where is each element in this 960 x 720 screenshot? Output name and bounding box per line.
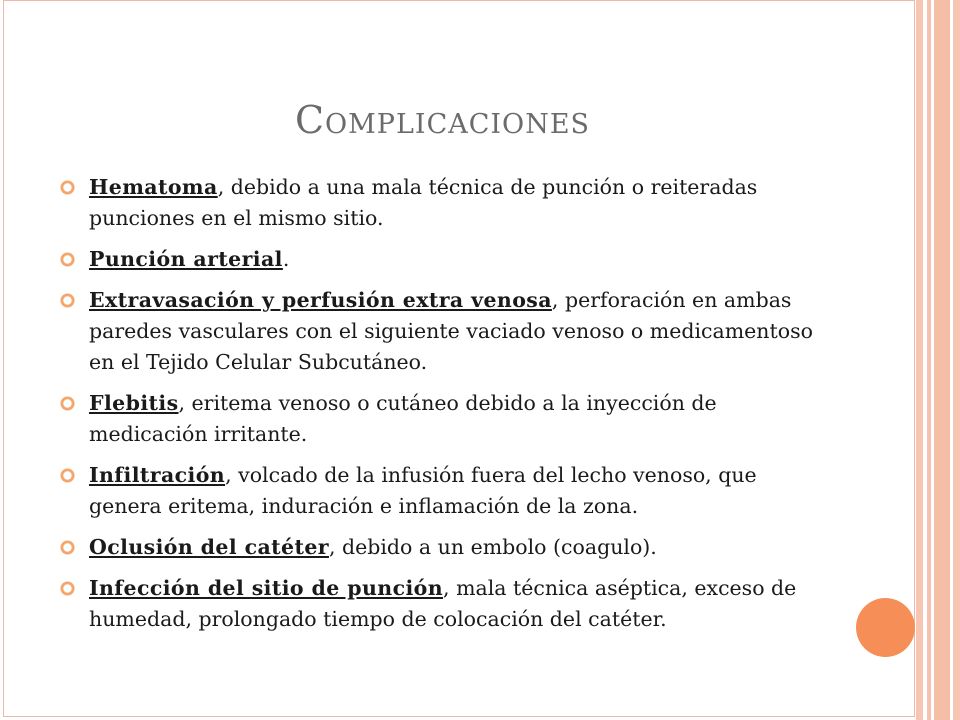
item-text: , volcado de la infusión fuera del lecho venoso, que genera eritema, induración e inflamación de la zona. bbox=[89, 463, 757, 518]
item-text: , debido a un embolo (coagulo). bbox=[328, 535, 657, 559]
bullet-icon bbox=[60, 468, 75, 483]
item-term: Flebitis bbox=[89, 391, 179, 415]
item-text: , mala técnica aséptica, exceso de humedad, prolongado tiempo de colocación del catéter. bbox=[89, 576, 797, 631]
item-text: , perforación en ambas paredes vasculares con el siguiente vaciado venoso o medicamentoso en el Tejido Celular Subcutáneo. bbox=[89, 288, 813, 374]
item-term: Punción arterial bbox=[89, 247, 283, 271]
item-term: Infección del sitio de punción bbox=[89, 576, 444, 600]
stripe bbox=[934, 0, 950, 720]
item-text: , eritema venoso o cutáneo debido a la inyección de medicación irritante. bbox=[89, 391, 717, 446]
list-item bbox=[60, 532, 825, 563]
bullet-icon bbox=[60, 252, 75, 267]
item-term: Extravasación y perfusión extra venosa bbox=[89, 288, 552, 312]
stripe bbox=[916, 0, 923, 720]
decorative-circle bbox=[856, 598, 915, 657]
stripe bbox=[953, 0, 960, 720]
bullet-icon bbox=[60, 180, 75, 195]
item-term: Oclusión del catéter bbox=[89, 535, 329, 559]
bullet-icon bbox=[60, 293, 75, 308]
item-text: , debido a una mala técnica de punción o reiteradas punciones en el mismo sitio. bbox=[89, 175, 758, 230]
list-item bbox=[60, 573, 825, 635]
bullet-icon bbox=[60, 540, 75, 555]
list-item bbox=[60, 244, 825, 275]
bullet-icon bbox=[60, 581, 75, 596]
item-text: . bbox=[282, 247, 290, 271]
item-term: Hematoma bbox=[89, 175, 218, 199]
list-item bbox=[60, 388, 825, 450]
list-item bbox=[60, 172, 825, 234]
bullet-icon bbox=[60, 396, 75, 411]
item-term: Infiltración bbox=[89, 463, 226, 487]
slide-title: Complicaciones bbox=[294, 98, 591, 142]
list-item bbox=[60, 460, 825, 522]
decorative-stripes bbox=[916, 0, 960, 720]
bullet-list bbox=[60, 172, 825, 645]
list-item bbox=[60, 285, 825, 378]
